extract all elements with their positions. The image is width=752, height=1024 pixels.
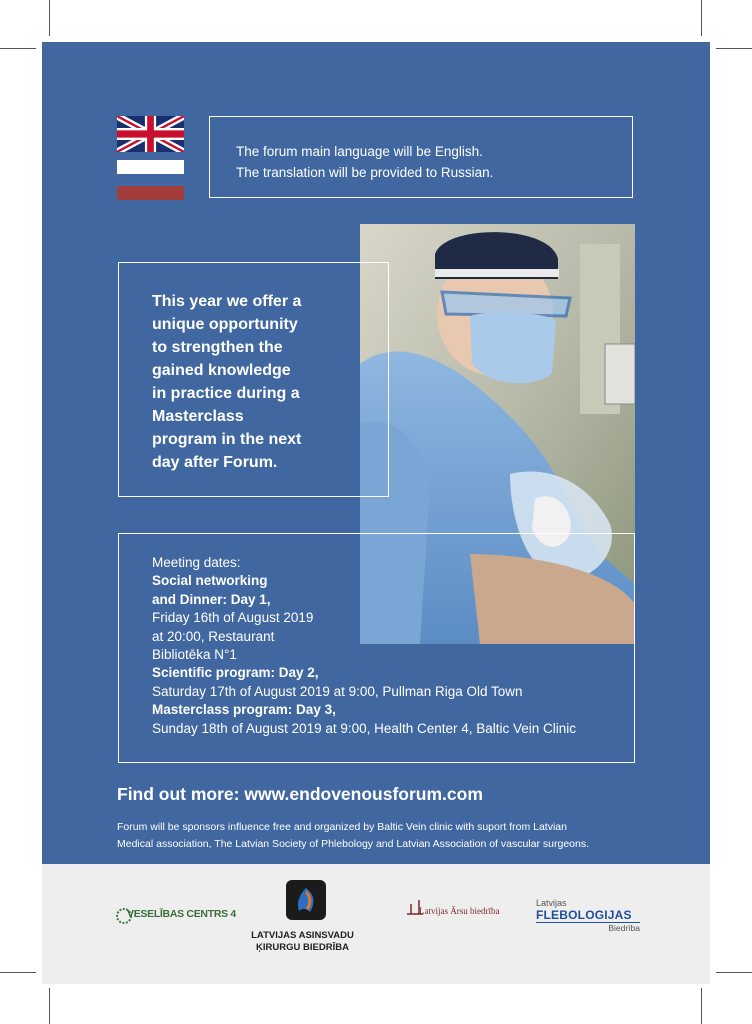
crop-mark [49,988,50,1024]
find-out-more-link[interactable]: Find out more: www.endovenousforum.com [117,784,483,804]
lasb-line: ĶIRURGU BIEDRĪBA [256,942,349,953]
crop-mark [0,972,36,973]
offer-line: to strengthen the [152,339,283,356]
offer-text [152,290,352,474]
offer-line: Masterclass [152,408,244,425]
fleb-line: Latvijas [536,898,567,908]
offer-line: in practice during a [152,385,300,402]
flag-latvia-icon [117,186,184,200]
meeting-dates-text [152,554,622,738]
day3-detail: Sunday 18th of August 2019 at 9:00, Health Center 4, Baltic Vein Clinic [152,720,577,736]
offer-line: day after Forum. [152,454,278,471]
crop-mark [701,0,702,36]
flebologijas-logo [536,898,640,933]
day1-title: Social networking [152,573,268,589]
flag-uk-icon [117,116,184,152]
lasb-logo [286,880,326,920]
day3-title: Masterclass program: Day 3, [152,702,336,718]
flag-russia-icon [117,160,184,188]
crop-mark [716,48,752,49]
crop-mark [49,0,50,36]
vc4-label: VESELĪBAS CENTRS 4 [127,908,236,920]
lab-label: Latvijas Ārsu biedrība [419,906,500,916]
lasb-emblem-icon [286,880,326,920]
offer-line: unique opportunity [152,316,298,333]
day2-detail: Saturday 17th of August 2019 at 9:00, Pullman Riga Old Town [152,683,523,699]
fleb-title: FLEBOLOGIJAS [536,908,640,923]
language-info-box [209,116,633,198]
crop-mark [716,972,752,973]
day1-detail: Bibliotēka N°1 [152,647,237,663]
offer-line: program in the next [152,431,302,448]
translation-line: The translation will be provided to Russian. [236,165,494,180]
language-line: The forum main language will be English. [236,144,483,159]
crop-mark [0,48,36,49]
offer-line: This year we offer a [152,293,302,310]
sponsor-line: Forum will be sponsors influence free and organized by Baltic Vein clinic with suport from Latvian [117,821,567,833]
lasb-label [240,930,365,954]
veselibas-centrs-logo [116,905,236,927]
fleb-line: Biedrība [608,923,640,933]
sponsor-note [117,819,677,853]
sponsor-line: Medical association, The Latvian Society of Phlebology and Latvian Association of vascular surgeons. [117,838,590,850]
day1-detail: Friday 16th of August 2019 [152,610,314,626]
crop-mark [701,988,702,1024]
day1-title: and Dinner: Day 1, [152,591,271,607]
day1-detail: at 20:00, Restaurant [152,628,275,644]
lasb-line: LATVIJAS ASINSVADU [251,930,354,941]
offer-line: gained knowledge [152,362,291,379]
latvian-doctors-logo [405,898,505,920]
day2-title: Scientific program: Day 2, [152,665,319,681]
meeting-heading: Meeting dates: [152,555,241,570]
